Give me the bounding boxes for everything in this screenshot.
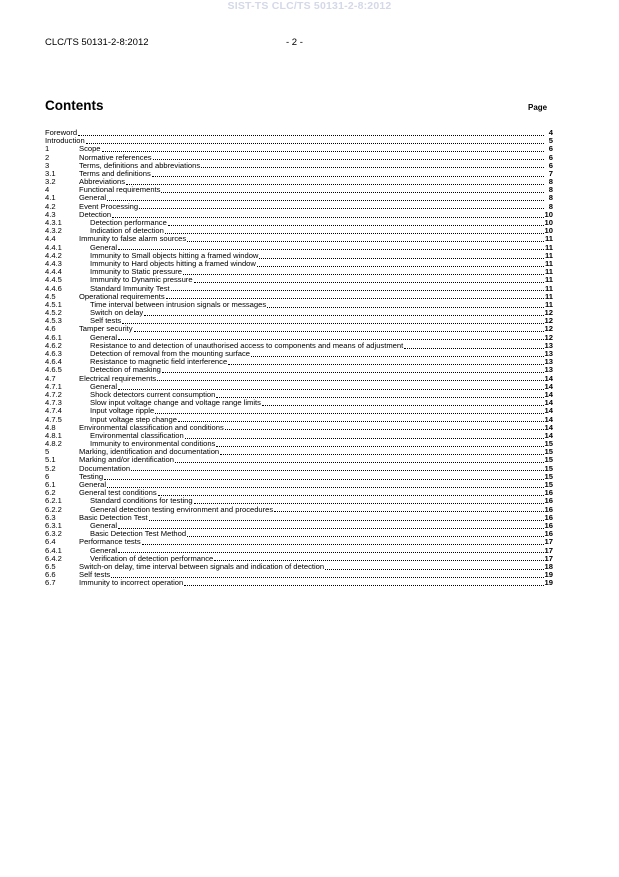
toc-entry-page: 17 bbox=[544, 553, 553, 563]
toc-dot-leader bbox=[171, 289, 544, 291]
toc-entry-title: Immunity to incorrect operation bbox=[79, 578, 184, 588]
toc-entry-page: 14 bbox=[544, 430, 553, 440]
toc-entry-number: 6.2 bbox=[45, 488, 56, 498]
contents-title: Contents bbox=[45, 98, 104, 113]
toc-entry-number: 4.8 bbox=[45, 422, 56, 432]
toc-entry-page: 10 bbox=[544, 218, 553, 228]
toc-entry-title: Self tests bbox=[90, 316, 122, 326]
toc-entry-title: General bbox=[90, 332, 118, 342]
toc-entry-title: Foreword bbox=[45, 127, 78, 137]
toc-dot-leader bbox=[122, 322, 543, 324]
page-column-label: Page bbox=[528, 103, 548, 112]
toc-entry[interactable] bbox=[45, 309, 553, 317]
toc-dot-leader bbox=[194, 502, 544, 504]
toc-dot-leader bbox=[187, 240, 544, 242]
toc-entry[interactable] bbox=[45, 203, 553, 211]
toc-entry-title: Functional requirements bbox=[79, 185, 161, 195]
toc-entry-page: 14 bbox=[544, 381, 553, 391]
toc-entry-title: Environmental classification bbox=[90, 430, 184, 440]
toc-entry-title: Documentation bbox=[79, 463, 131, 473]
toc-entry-title: Event Processing bbox=[79, 201, 139, 211]
toc-entry-title: Detection of removal from the mounting surface bbox=[90, 349, 250, 359]
document-id: CLC/TS 50131-2-8:2012 bbox=[45, 37, 149, 48]
table-of-contents bbox=[45, 129, 553, 588]
toc-entry-title: Immunity to Dynamic pressure bbox=[90, 275, 193, 285]
toc-dot-leader bbox=[144, 314, 543, 316]
toc-dot-leader bbox=[216, 445, 543, 447]
toc-entry-title: Environmental classification and conditions bbox=[79, 422, 224, 432]
toc-dot-leader bbox=[267, 306, 544, 308]
toc-entry-page: 14 bbox=[544, 414, 553, 424]
toc-dot-leader bbox=[153, 158, 544, 160]
toc-entry-page: 12 bbox=[544, 324, 553, 334]
toc-entry-number: 6.3 bbox=[45, 512, 56, 522]
toc-entry-page: 13 bbox=[544, 357, 553, 367]
page-number: - 2 - bbox=[286, 37, 303, 48]
toc-entry-page: 8 bbox=[548, 185, 553, 195]
toc-entry-page: 8 bbox=[548, 177, 553, 187]
toc-dot-leader bbox=[162, 371, 544, 373]
toc-entry-title: Introduction bbox=[45, 136, 85, 146]
toc-entry[interactable] bbox=[45, 326, 553, 334]
toc-entry-page: 13 bbox=[544, 349, 553, 359]
toc-entry[interactable] bbox=[45, 579, 553, 587]
toc-entry[interactable] bbox=[45, 538, 553, 546]
toc-entry-number: 6 bbox=[45, 471, 50, 481]
toc-entry-number: 6.2.2 bbox=[45, 504, 62, 514]
toc-dot-leader bbox=[325, 568, 543, 570]
toc-entry-title: Detection of masking bbox=[90, 365, 161, 375]
toc-entry-page: 11 bbox=[544, 275, 553, 285]
toc-entry-number: 4.6.3 bbox=[45, 349, 62, 359]
toc-entry-number: 6.4.2 bbox=[45, 553, 62, 563]
toc-entry-number: 4.6.4 bbox=[45, 357, 62, 367]
toc-entry-page: 16 bbox=[544, 529, 553, 539]
toc-entry-page: 14 bbox=[544, 422, 553, 432]
toc-entry-number: 6.3.1 bbox=[45, 520, 62, 530]
toc-dot-leader bbox=[158, 494, 544, 496]
toc-dot-leader bbox=[139, 207, 544, 209]
toc-entry-number: 5.1 bbox=[45, 455, 56, 465]
toc-entry-title: Basic Detection Test Method bbox=[90, 529, 187, 539]
toc-dot-leader bbox=[107, 486, 544, 488]
toc-entry-title: Self tests bbox=[79, 570, 111, 580]
toc-entry-number: 4.4 bbox=[45, 234, 56, 244]
toc-entry-title: Switch-on delay, time interval between signals and indication of detection bbox=[79, 561, 325, 571]
toc-entry-number: 6.7 bbox=[45, 578, 56, 588]
toc-entry-number: 4.6.5 bbox=[45, 365, 62, 375]
toc-entry-page: 8 bbox=[548, 193, 553, 203]
toc-entry-number: 4.6.1 bbox=[45, 332, 62, 342]
toc-entry-page: 11 bbox=[544, 299, 553, 309]
toc-dot-leader bbox=[201, 166, 544, 168]
toc-entry-number: 4.4.4 bbox=[45, 267, 62, 277]
toc-entry-title: Standard conditions for testing bbox=[90, 496, 193, 506]
toc-entry-title: Electrical requirements bbox=[79, 373, 157, 383]
toc-entry-page: 12 bbox=[544, 332, 553, 342]
watermark: SIST-TS CLC/TS 50131-2-8:2012 bbox=[227, 0, 392, 12]
toc-entry-page: 11 bbox=[544, 283, 553, 293]
toc-entry-page: 11 bbox=[544, 267, 553, 277]
toc-dot-leader bbox=[216, 396, 543, 398]
toc-entry-number: 6.4 bbox=[45, 537, 56, 547]
toc-entry-number: 6.6 bbox=[45, 570, 56, 580]
toc-dot-leader bbox=[86, 142, 544, 144]
toc-entry-page: 5 bbox=[548, 136, 553, 146]
toc-entry-page: 12 bbox=[544, 308, 553, 318]
toc-entry-page: 15 bbox=[544, 471, 553, 481]
toc-entry-page: 13 bbox=[544, 340, 553, 350]
toc-entry-page: 15 bbox=[544, 463, 553, 473]
toc-entry-number: 6.2.1 bbox=[45, 496, 62, 506]
toc-entry-title: Input voltage ripple bbox=[90, 406, 155, 416]
toc-entry-number: 4.7.3 bbox=[45, 398, 62, 408]
toc-dot-leader bbox=[257, 265, 544, 267]
toc-entry-number: 4.7.2 bbox=[45, 389, 62, 399]
toc-dot-leader bbox=[187, 535, 543, 537]
toc-entry-page: 11 bbox=[544, 234, 553, 244]
toc-entry-page: 15 bbox=[544, 480, 553, 490]
toc-entry-page: 15 bbox=[544, 455, 553, 465]
toc-entry-title: General bbox=[79, 480, 107, 490]
toc-entry-title: Terms and definitions bbox=[79, 168, 151, 178]
toc-entry-page: 10 bbox=[544, 209, 553, 219]
toc-dot-leader bbox=[175, 461, 544, 463]
toc-dot-leader bbox=[168, 224, 544, 226]
toc-entry-number: 3 bbox=[45, 160, 50, 170]
toc-entry-number: 6.5 bbox=[45, 561, 56, 571]
toc-entry-number: 5.2 bbox=[45, 463, 56, 473]
toc-entry-page: 14 bbox=[544, 406, 553, 416]
toc-entry-number: 4.7.1 bbox=[45, 381, 62, 391]
toc-entry-number: 4.4.3 bbox=[45, 258, 62, 268]
toc-entry-page: 16 bbox=[544, 496, 553, 506]
toc-dot-leader bbox=[112, 216, 543, 218]
toc-entry-page: 15 bbox=[544, 447, 553, 457]
toc-entry-number: 4.3.1 bbox=[45, 218, 62, 228]
toc-dot-leader bbox=[149, 519, 544, 521]
toc-entry-title: Performance tests bbox=[79, 537, 141, 547]
toc-entry-page: 19 bbox=[544, 578, 553, 588]
toc-entry-title: Immunity to environmental conditions bbox=[90, 439, 216, 449]
toc-entry-title: Marking, identification and documentation bbox=[79, 447, 220, 457]
toc-entry[interactable] bbox=[45, 465, 553, 473]
toc-entry-number: 4.6 bbox=[45, 324, 56, 334]
toc-entry-page: 15 bbox=[544, 439, 553, 449]
toc-entry-number: 4.4.5 bbox=[45, 275, 62, 285]
toc-entry-page: 14 bbox=[544, 398, 553, 408]
toc-entry-page: 17 bbox=[544, 545, 553, 555]
toc-dot-leader bbox=[107, 199, 544, 201]
toc-entry-page: 11 bbox=[544, 242, 553, 252]
toc-entry-title: Tamper security bbox=[79, 324, 133, 334]
toc-entry-number: 2 bbox=[45, 152, 50, 162]
toc-dot-leader bbox=[118, 248, 544, 250]
toc-entry-title: General detection testing environment and procedures bbox=[90, 504, 274, 514]
toc-entry-title: Detection bbox=[79, 209, 112, 219]
toc-entry-number: 4.4.2 bbox=[45, 250, 62, 260]
toc-dot-leader bbox=[185, 437, 544, 439]
toc-dot-leader bbox=[220, 453, 543, 455]
toc-entry-title: Immunity to Hard objects hitting a framed window bbox=[90, 258, 256, 268]
toc-entry-page: 6 bbox=[548, 144, 553, 154]
toc-entry-page: 11 bbox=[544, 291, 553, 301]
toc-entry[interactable] bbox=[45, 375, 553, 383]
toc-entry-title: Indication of detection bbox=[90, 226, 164, 236]
toc-entry-title: General bbox=[90, 545, 118, 555]
toc-entry-title: Resistance to magnetic field interference bbox=[90, 357, 228, 367]
toc-dot-leader bbox=[102, 150, 544, 152]
toc-dot-leader bbox=[152, 175, 544, 177]
toc-dot-leader bbox=[131, 469, 543, 471]
toc-entry-title: Marking and/or identification bbox=[79, 455, 174, 465]
toc-dot-leader bbox=[251, 355, 544, 357]
toc-dot-leader bbox=[78, 134, 544, 136]
toc-entry-number: 4.1 bbox=[45, 193, 56, 203]
toc-dot-leader bbox=[259, 257, 544, 259]
toc-entry-title: Abbreviations bbox=[79, 177, 126, 187]
toc-entry-number: 3.2 bbox=[45, 177, 56, 187]
toc-entry[interactable] bbox=[45, 186, 553, 194]
toc-entry-page: 10 bbox=[544, 226, 553, 236]
toc-entry-number: 4.7.4 bbox=[45, 406, 62, 416]
toc-entry-title: General bbox=[90, 520, 118, 530]
toc-entry-title: Verification of detection performance bbox=[90, 553, 214, 563]
toc-entry-number: 4.5.1 bbox=[45, 299, 62, 309]
toc-dot-leader bbox=[274, 510, 543, 512]
toc-entry-page: 13 bbox=[544, 365, 553, 375]
toc-dot-leader bbox=[142, 543, 544, 545]
toc-entry-number: 6.4.1 bbox=[45, 545, 62, 555]
toc-dot-leader bbox=[118, 551, 544, 553]
toc-entry-number: 4.2 bbox=[45, 201, 56, 211]
toc-entry-title: Standard Immunity Test bbox=[90, 283, 170, 293]
toc-entry-title: Terms, definitions and abbreviations bbox=[79, 160, 201, 170]
toc-dot-leader bbox=[157, 379, 543, 381]
toc-dot-leader bbox=[165, 232, 544, 234]
toc-entry-page: 4 bbox=[548, 127, 553, 137]
toc-entry-number: 4.3 bbox=[45, 209, 56, 219]
toc-entry-title: Switch on delay bbox=[90, 308, 144, 318]
toc-entry-number: 4.8.2 bbox=[45, 439, 62, 449]
toc-entry-number: 4.8.1 bbox=[45, 430, 62, 440]
toc-entry-number: 4.5.3 bbox=[45, 316, 62, 326]
toc-entry[interactable] bbox=[45, 137, 553, 145]
toc-entry-title: General test conditions bbox=[79, 488, 157, 498]
toc-entry-title: Testing bbox=[79, 471, 104, 481]
toc-entry-page: 8 bbox=[548, 201, 553, 211]
toc-dot-leader bbox=[134, 330, 544, 332]
toc-entry-title: Scope bbox=[79, 144, 101, 154]
toc-entry-page: 16 bbox=[544, 504, 553, 514]
toc-entry-page: 11 bbox=[544, 258, 553, 268]
toc-entry-title: General bbox=[90, 242, 118, 252]
toc-entry-page: 6 bbox=[548, 152, 553, 162]
toc-entry-title: Immunity to false alarm sources bbox=[79, 234, 187, 244]
toc-entry-page: 14 bbox=[544, 373, 553, 383]
toc-entry-page: 16 bbox=[544, 520, 553, 530]
toc-entry-title: Normative references bbox=[79, 152, 152, 162]
toc-entry-title: Operational requirements bbox=[79, 291, 165, 301]
toc-entry[interactable] bbox=[45, 514, 553, 522]
toc-entry-title: Immunity to Small objects hitting a framed window bbox=[90, 250, 259, 260]
toc-entry-number: 4.6.2 bbox=[45, 340, 62, 350]
toc-entry-number: 4.5.2 bbox=[45, 308, 62, 318]
toc-entry-page: 16 bbox=[544, 488, 553, 498]
toc-entry-number: 6.3.2 bbox=[45, 529, 62, 539]
toc-dot-leader bbox=[225, 428, 544, 430]
toc-entry-number: 4.7 bbox=[45, 373, 56, 383]
toc-entry-page: 6 bbox=[548, 160, 553, 170]
toc-entry-title: Shock detectors current consumption bbox=[90, 389, 216, 399]
toc-entry-number: 4.4.1 bbox=[45, 242, 62, 252]
toc-entry-page: 14 bbox=[544, 389, 553, 399]
toc-entry-title: Input voltage step change bbox=[90, 414, 177, 424]
toc-entry-number: 4.7.5 bbox=[45, 414, 62, 424]
toc-entry-title: Resistance to and detection of unauthorised access to components and means of adjustment bbox=[90, 340, 404, 350]
toc-entry-title: Time interval between intrusion signals or messages bbox=[90, 299, 267, 309]
toc-entry-number: 4.5 bbox=[45, 291, 56, 301]
toc-dot-leader bbox=[183, 273, 544, 275]
toc-entry-title: Detection performance bbox=[90, 218, 167, 228]
toc-entry[interactable] bbox=[45, 473, 553, 481]
toc-entry-page: 7 bbox=[548, 168, 553, 178]
toc-entry-page: 19 bbox=[544, 570, 553, 580]
toc-entry-number: 5 bbox=[45, 447, 50, 457]
toc-entry[interactable] bbox=[45, 563, 553, 571]
toc-dot-leader bbox=[194, 281, 544, 283]
toc-entry-page: 16 bbox=[544, 512, 553, 522]
toc-dot-leader bbox=[155, 412, 543, 414]
toc-entry-number: 3.1 bbox=[45, 168, 56, 178]
toc-entry-title: General bbox=[79, 193, 107, 203]
toc-entry-title: Slow input voltage change and voltage range limits bbox=[90, 398, 261, 408]
toc-dot-leader bbox=[228, 363, 543, 365]
toc-entry-number: 4.4.6 bbox=[45, 283, 62, 293]
toc-entry-page: 11 bbox=[544, 250, 553, 260]
toc-dot-leader bbox=[126, 183, 544, 185]
toc-entry-title: Basic Detection Test bbox=[79, 512, 148, 522]
toc-entry-number: 4.3.2 bbox=[45, 226, 62, 236]
toc-entry-number: 1 bbox=[45, 144, 50, 154]
toc-entry-title: General bbox=[90, 381, 118, 391]
toc-entry-number: 6.1 bbox=[45, 480, 56, 490]
toc-entry-title: Immunity to Static pressure bbox=[90, 267, 183, 277]
toc-dot-leader bbox=[184, 584, 543, 586]
toc-dot-leader bbox=[262, 404, 544, 406]
toc-dot-leader bbox=[178, 420, 544, 422]
toc-entry-page: 17 bbox=[544, 537, 553, 547]
toc-dot-leader bbox=[104, 478, 543, 480]
toc-dot-leader bbox=[404, 347, 543, 349]
toc-dot-leader bbox=[161, 191, 544, 193]
toc-entry-page: 18 bbox=[544, 561, 553, 571]
toc-entry[interactable] bbox=[45, 235, 553, 243]
toc-entry-number: 4 bbox=[45, 185, 50, 195]
toc-entry-page: 12 bbox=[544, 316, 553, 326]
toc-entry[interactable] bbox=[45, 129, 553, 137]
